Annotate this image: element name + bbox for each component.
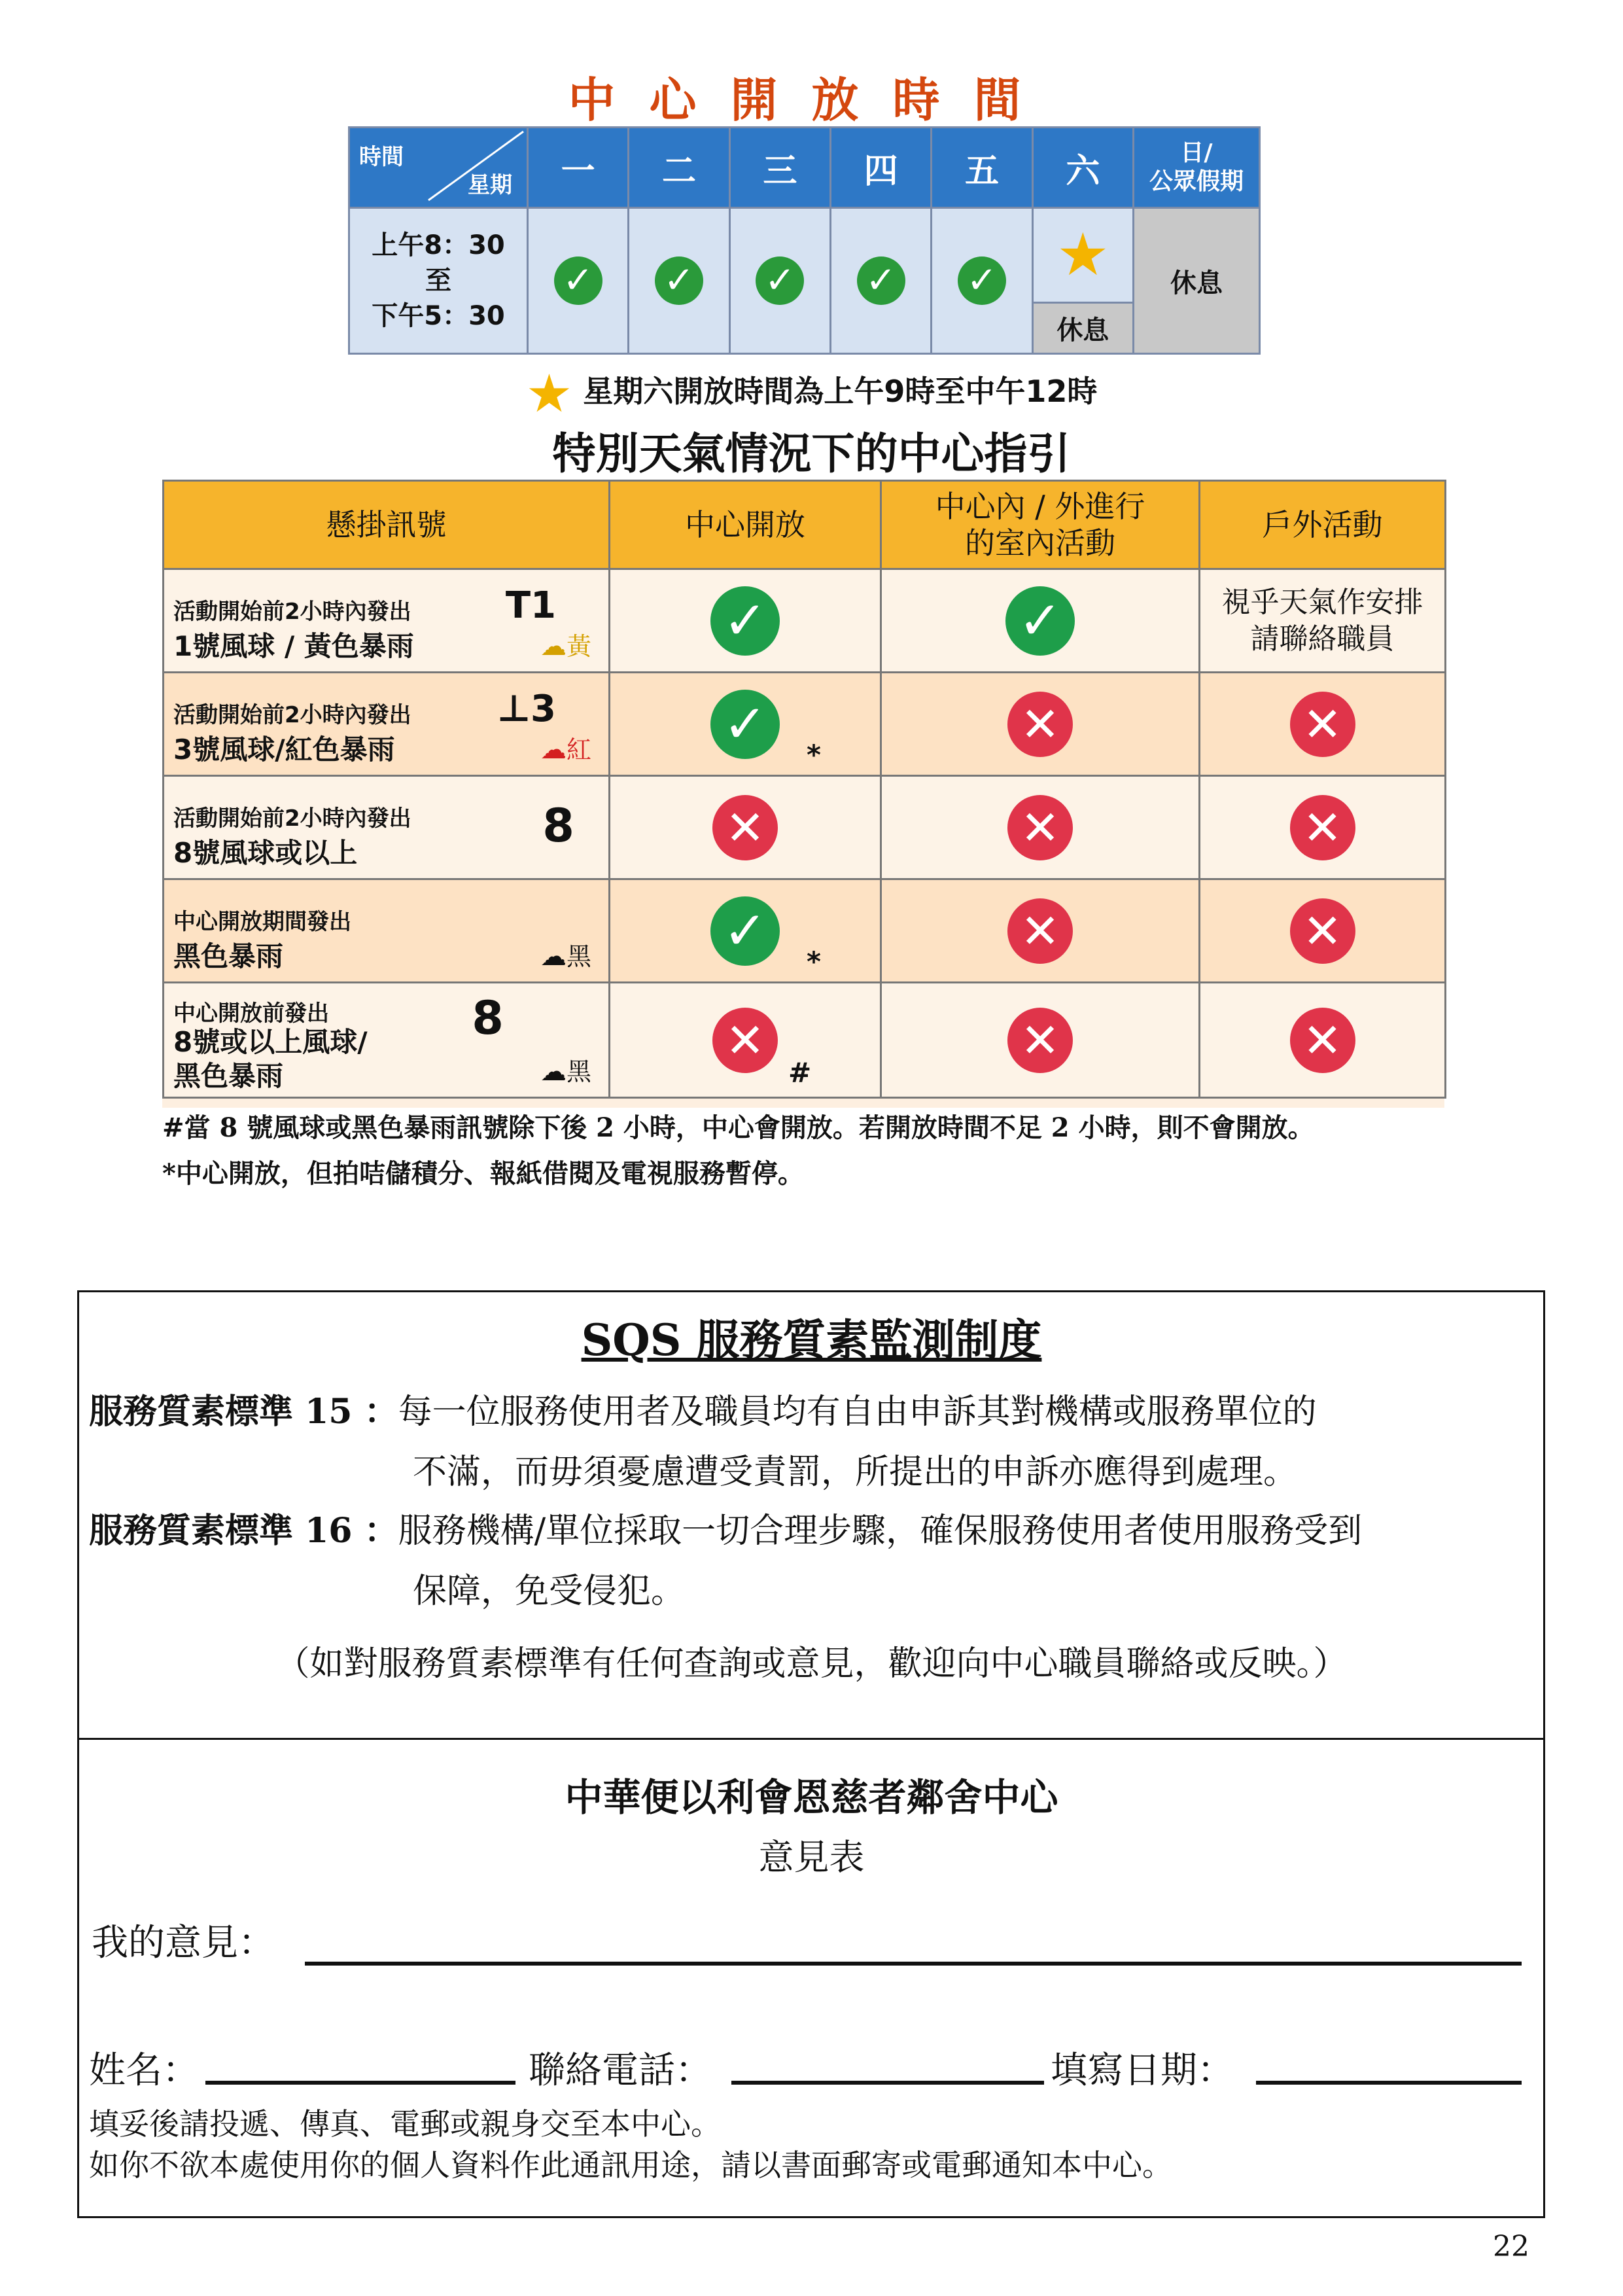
signal-cell <box>164 879 610 983</box>
check-icon: ✓ <box>710 586 780 656</box>
standard-15-label: 服務質素標準 15 ： <box>89 1392 398 1432</box>
weekday-header: 星期 <box>468 172 512 198</box>
signal-row <box>164 983 1446 1098</box>
check-icon: ✓ <box>710 896 780 966</box>
day-header-holiday: 日/ 公眾假期 <box>1134 128 1260 208</box>
sqs-title: SQS 服務質素監測制度 <box>581 1315 1042 1366</box>
mon-open-cell <box>528 208 629 354</box>
signal-cell <box>164 569 610 673</box>
holiday-rest-cell: 休息 <box>1134 208 1260 354</box>
privacy-note: 如你不欲本處使用你的個人資料作此通訊用途，請以書面郵寄或電郵通知本中心。 <box>89 2147 1172 2183</box>
cross-icon: ✕ <box>1007 1008 1073 1073</box>
signal-line2: 8號風球或以上 <box>173 837 358 869</box>
black-rain-icon: ☁黑 <box>540 1057 591 1087</box>
thu-open-cell <box>830 208 931 354</box>
weather-guide-table <box>162 480 1446 1099</box>
signal-cell <box>164 673 610 776</box>
signal-line1: 中心開放前發出 <box>173 1000 329 1027</box>
outdoor-cell <box>1200 983 1446 1098</box>
section-divider <box>77 1738 1545 1740</box>
cross-icon: ✕ <box>1290 1008 1355 1073</box>
footnote-mark: # <box>788 1057 812 1089</box>
cross-icon: ✕ <box>712 795 778 860</box>
check-icon: ✓ <box>710 690 780 759</box>
indoor-cell <box>881 983 1200 1098</box>
outdoor-cell <box>1200 673 1446 776</box>
check-icon: ✓ <box>554 256 602 305</box>
signal-line2: 3號風球/紅色暴雨 <box>173 733 395 766</box>
outdoor-cell <box>1200 776 1446 879</box>
sat-open-cell <box>1032 208 1133 303</box>
opening-hours-title: 中心開放時間 <box>568 73 1055 128</box>
date-label: 填寫日期： <box>1051 2049 1234 2092</box>
standard-15 <box>89 1382 1317 1502</box>
signal-cell <box>164 983 610 1098</box>
note-hash: #當 8 號風球或黑色暴雨訊號除下後 2 小時，中心會開放。若開放時間不足 2 小時，則不會開放。 <box>162 1112 1314 1143</box>
note-star: *中心開放，但拍咭儲積分、報紙借閱及電視服務暫停。 <box>162 1158 804 1189</box>
organisation-name: 中華便以利會恩慈者鄰舍中心 <box>565 1775 1058 1820</box>
opening-time-cell <box>349 208 528 354</box>
cross-icon: ✕ <box>1290 692 1355 757</box>
check-icon: ✓ <box>958 256 1006 305</box>
standard-16-text-cont: 保障，免受侵犯。 <box>413 1572 686 1611</box>
typhoon-signal-icon: T1 <box>505 584 556 627</box>
cross-icon: ✕ <box>1007 898 1073 964</box>
day-header-mon: 一 <box>528 128 629 208</box>
open-cell <box>610 776 881 879</box>
time-start: 上午8：30 <box>372 230 505 260</box>
signal-line2: 1號風球 / 黃色暴雨 <box>173 630 414 662</box>
typhoon-signal-icon: ⊥3 <box>497 688 556 730</box>
weather-notes <box>162 1114 1510 1205</box>
open-cell <box>610 879 881 983</box>
opinion-label: 我的意見： <box>92 1922 275 1964</box>
tue-open-cell <box>629 208 729 354</box>
signal-row <box>164 673 1446 776</box>
signal-row <box>164 569 1446 673</box>
phone-field[interactable] <box>731 2081 1044 2085</box>
red-rain-icon: ☁紅 <box>540 735 591 765</box>
header-indoor: 中心內 / 外進行 的室內活動 <box>881 481 1200 569</box>
date-field[interactable] <box>1256 2081 1522 2085</box>
day-header-fri: 五 <box>932 128 1032 208</box>
signal-row <box>164 879 1446 983</box>
phone-label: 聯絡電話： <box>529 2049 712 2092</box>
star-icon: ★ <box>1056 221 1109 290</box>
outdoor-cell: 視乎天氣作安排 請聯絡職員 <box>1200 569 1446 673</box>
check-icon: ✓ <box>1005 586 1075 656</box>
cross-icon: ✕ <box>1290 898 1355 964</box>
weather-guide-title: 特別天氣情況下的中心指引 <box>552 429 1071 479</box>
check-icon: ✓ <box>857 256 905 305</box>
signal-line2: 黑色暴雨 <box>173 940 284 972</box>
footnote-mark: * <box>807 739 821 771</box>
outdoor-cell <box>1200 879 1446 983</box>
black-rain-icon: ☁黑 <box>540 942 591 972</box>
cross-icon: ✕ <box>712 1008 778 1073</box>
opening-hours-table <box>348 126 1261 355</box>
header-signal: 懸掛訊號 <box>164 481 610 569</box>
signal-line2: 8號或以上風球/ 黑色暴雨 <box>173 1026 368 1092</box>
open-cell <box>610 673 881 776</box>
sqs-enquiry-note: （如對服務質素標準有任何查詢或意見，歡迎向中心職員聯絡或反映。） <box>275 1644 1348 1684</box>
indoor-cell <box>881 673 1200 776</box>
page-number: 22 <box>1493 2230 1529 2263</box>
cross-icon: ✕ <box>1007 692 1073 757</box>
typhoon-signal-icon: 8 <box>472 991 504 1045</box>
name-field[interactable] <box>205 2081 515 2085</box>
check-icon: ✓ <box>655 256 703 305</box>
star-icon: ★ <box>525 363 573 424</box>
standard-15-text-cont: 不滿，而毋須憂慮遭受責罰，所提出的申訴亦應得到處理。 <box>413 1453 1298 1492</box>
opinion-field[interactable] <box>305 1962 1522 1966</box>
header-outdoor: 戶外活動 <box>1200 481 1446 569</box>
day-header-wed: 三 <box>729 128 830 208</box>
form-title: 意見表 <box>758 1837 865 1878</box>
standard-15-text: 每一位服務使用者及職員均有自由申訴其對機構或服務單位的 <box>398 1392 1317 1432</box>
day-header-thu: 四 <box>830 128 931 208</box>
standard-16-label: 服務質素標準 16 ： <box>89 1511 398 1551</box>
submission-note: 填妥後請投遞、傳真、電郵或親身交至本中心。 <box>89 2106 721 2142</box>
signal-line1: 活動開始前2小時內發出 <box>173 599 411 625</box>
indoor-cell <box>881 879 1200 983</box>
cross-icon: ✕ <box>1007 795 1073 860</box>
name-label: 姓名： <box>89 2049 199 2092</box>
day-header-tue: 二 <box>629 128 729 208</box>
signal-cell <box>164 776 610 879</box>
time-end: 下午5：30 <box>372 301 505 331</box>
amber-rain-icon: ☁黃 <box>540 631 591 662</box>
time-header: 時間 <box>359 144 404 170</box>
day-header-sat: 六 <box>1032 128 1133 208</box>
saturday-note <box>0 363 1623 424</box>
indoor-cell <box>881 569 1200 673</box>
hours-corner-cell <box>349 128 528 208</box>
signal-line1: 活動開始前2小時內發出 <box>173 805 411 832</box>
header-centre-open: 中心開放 <box>610 481 881 569</box>
sat-rest-cell: 休息 <box>1032 302 1133 353</box>
indoor-cell <box>881 776 1200 879</box>
time-to: 至 <box>425 266 451 296</box>
signal-line1: 中心開放期間發出 <box>173 909 351 935</box>
signal-row <box>164 776 1446 879</box>
signal-line1: 活動開始前2小時內發出 <box>173 702 411 728</box>
standard-16 <box>89 1501 1362 1621</box>
check-icon: ✓ <box>756 256 804 305</box>
cross-icon: ✕ <box>1290 795 1355 860</box>
saturday-note-text: 星期六開放時間為上午9時至中午12時 <box>583 374 1098 409</box>
footnote-mark: * <box>807 945 821 978</box>
standard-16-text: 服務機構/單位採取一切合理步驟，確保服務使用者使用服務受到 <box>398 1511 1363 1551</box>
wed-open-cell <box>729 208 830 354</box>
open-cell <box>610 983 881 1098</box>
fri-open-cell <box>932 208 1032 354</box>
open-cell <box>610 569 881 673</box>
typhoon-signal-icon: 8 <box>542 799 574 853</box>
